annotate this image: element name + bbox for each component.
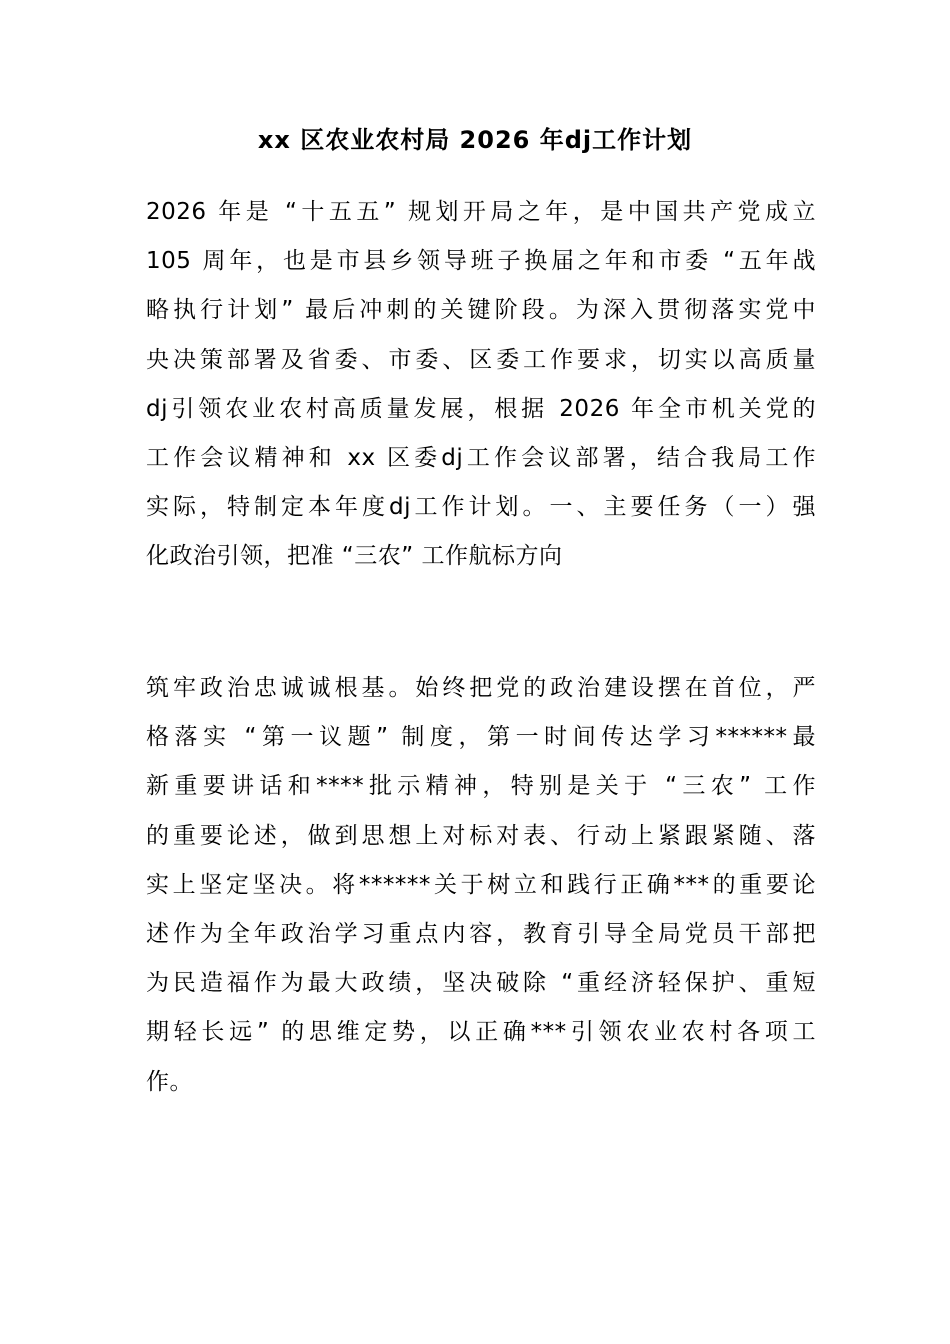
paragraph-line: 2026 年是 “十五五” 规划开局之年，是中国共产党成立	[146, 199, 816, 225]
paragraph-line: 为民造福作为最大政绩，坚决破除 “重经济轻保护、重短	[146, 970, 816, 997]
paragraph-line: 格落实 “第一议题” 制度，第一时间传达学习******最	[146, 724, 816, 751]
paragraph-line: 实上坚定坚决。将******关于树立和践行正确***的重要论	[146, 871, 816, 898]
paragraph-line: 作。	[146, 1068, 193, 1095]
paragraph-line: dj引领农业农村高质量发展，根据 2026 年全市机关党的	[146, 395, 816, 422]
paragraph-line: 工作会议精神和 xx 区委dj工作会议部署，结合我局工作	[146, 444, 816, 471]
paragraph-1	[146, 188, 816, 582]
paragraph-line: 筑牢政治忠诚诚根基。始终把党的政治建设摆在首位，严	[146, 675, 816, 701]
paragraph-line: 述作为全年政治学习重点内容，教育引导全局党员干部把	[146, 920, 816, 947]
paragraph-line: 化政治引领，把准 “三农” 工作航标方向	[146, 543, 563, 570]
paragraph-line: 105 周年，也是市县乡领导班子换届之年和市委 “五年战	[146, 248, 816, 275]
paragraph-line: 实际，特制定本年度dj工作计划。一、主要任务（一）强	[146, 494, 816, 521]
paragraph-line: 央决策部署及省委、市委、区委工作要求，切实以高质量	[146, 346, 816, 373]
document-title: xx 区农业农村局 2026 年dj工作计划	[257, 126, 693, 154]
paragraph-2	[146, 664, 816, 1107]
paragraph-line: 略执行计划” 最后冲刺的关键阶段。为深入贯彻落实党中	[146, 297, 816, 324]
paragraph-line: 新重要讲话和****批示精神，特别是关于 “三农” 工作	[146, 773, 816, 800]
paragraph-line: 的重要论述，做到思想上对标对表、行动上紧跟紧随、落	[146, 822, 816, 849]
paragraph-line: 期轻长远” 的思维定势，以正确***引领农业农村各项工	[146, 1019, 816, 1046]
